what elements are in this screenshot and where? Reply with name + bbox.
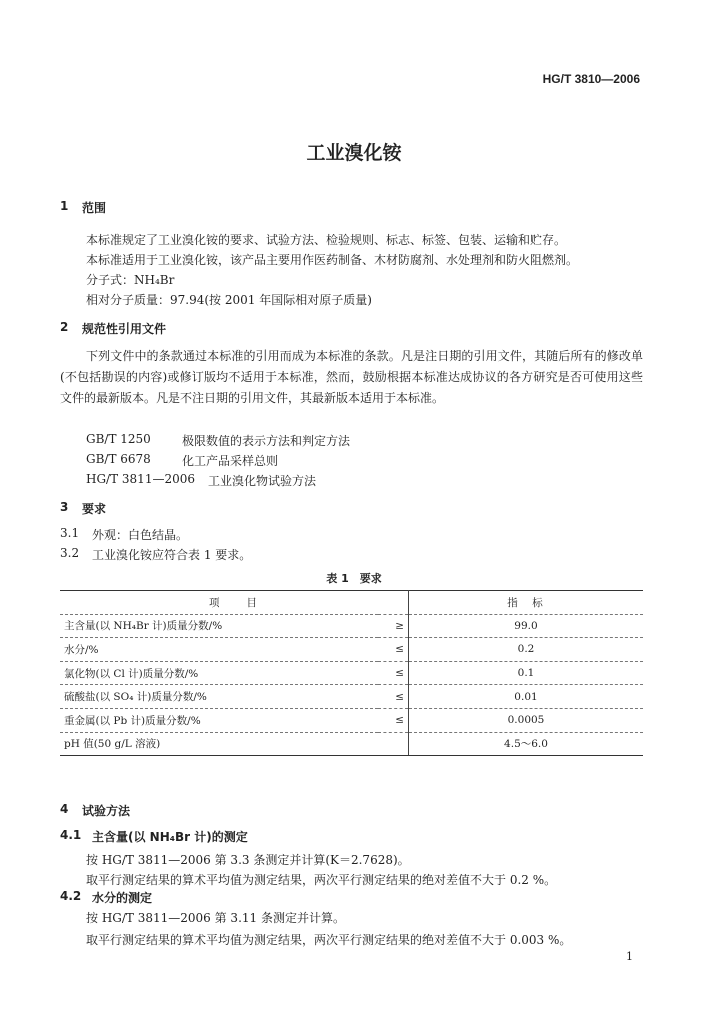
section-3-heading: 要求 (82, 502, 107, 516)
ref-2-name: 化工产品采样总则 (182, 454, 279, 468)
section-1-line-3: 分子式：NH₄Br (86, 273, 175, 287)
column-header-index: 指 标 (409, 591, 644, 615)
ref-1-name: 极限数值的表示方法和判定方法 (182, 434, 351, 448)
row-item: 重金属(以 Pb 计)质量分数/% (60, 708, 378, 732)
table-row (60, 685, 643, 709)
row-value: 0.01 (409, 685, 644, 709)
row-item: 硫酸盐(以 SO₄ 计)质量分数/% (60, 685, 378, 709)
row-item: pH 值(50 g/L 溶液) (60, 732, 378, 756)
section-1-number: 1 (60, 199, 69, 213)
subsection-4-1-line-2: 取平行测定结果的算术平均值为测定结果，两次平行测定结果的绝对差值不大于 0.2 %。 (86, 873, 557, 887)
ref-3-name: 工业溴化物试验方法 (208, 474, 317, 488)
row-operator: ≥ (378, 614, 409, 638)
item-3-2-number: 3.2 (60, 546, 80, 560)
row-value: 99.0 (409, 614, 644, 638)
section-3-number: 3 (60, 500, 69, 514)
section-4-heading: 试验方法 (82, 804, 131, 818)
row-value: 0.1 (409, 661, 644, 685)
subsection-4-2-line-1: 按 HG/T 3811—2006 第 3.11 条测定并计算。 (86, 911, 345, 925)
row-item: 主含量(以 NH₄Br 计)质量分数/% (60, 614, 378, 638)
section-2-heading: 规范性引用文件 (82, 322, 167, 336)
table-row (60, 638, 643, 662)
item-3-1-text: 外观：白色结晶。 (92, 528, 189, 542)
row-operator (378, 732, 409, 756)
row-item: 水分/% (60, 638, 378, 662)
table-row (60, 708, 643, 732)
section-1-line-2: 本标准适用于工业溴化铵，该产品主要用作医药制备、木材防腐剂、水处理剂和防火阻燃剂。 (86, 253, 579, 267)
row-value: 0.2 (409, 638, 644, 662)
section-1-line-1: 本标准规定了工业溴化铵的要求、试验方法、检验规则、标志、标签、包装、运输和贮存。 (86, 233, 567, 247)
document-title: 工业溴化铵 (306, 142, 402, 164)
standard-number: HG/T 3810—2006 (542, 72, 640, 86)
table-caption: 表 1 要求 (326, 572, 382, 585)
section-2-number: 2 (60, 320, 69, 334)
subsection-4-2-number: 4.2 (60, 889, 82, 903)
column-header-item: 项 目 (60, 591, 409, 615)
item-3-1-number: 3.1 (60, 526, 80, 540)
table-row (60, 614, 643, 638)
table-row (60, 661, 643, 685)
subsection-4-1-heading: 主含量(以 NH₄Br 计)的测定 (92, 830, 248, 844)
row-value: 4.5～6.0 (409, 732, 644, 756)
item-3-2-text: 工业溴化铵应符合表 1 要求。 (92, 548, 252, 562)
subsection-4-2-heading: 水分的测定 (92, 891, 153, 905)
requirements-table (60, 590, 643, 756)
subsection-4-1-number: 4.1 (60, 828, 82, 842)
table-header-row (60, 591, 643, 615)
ref-2-code: GB/T 6678 (86, 452, 151, 466)
ref-3-code: HG/T 3811—2006 (86, 472, 195, 486)
page-number: 1 (626, 950, 633, 963)
row-value: 0.0005 (409, 708, 644, 732)
section-1-heading: 范围 (82, 201, 107, 215)
ref-1-code: GB/T 1250 (86, 432, 151, 446)
row-operator: ≤ (378, 661, 409, 685)
row-operator: ≤ (378, 638, 409, 662)
section-1-line-4: 相对分子质量：97.94(按 2001 年国际相对原子质量) (86, 293, 372, 307)
subsection-4-1-line-1: 按 HG/T 3811—2006 第 3.3 条测定并计算(K＝2.7628)。 (86, 853, 410, 867)
row-operator: ≤ (378, 708, 409, 732)
subsection-4-2-line-2: 取平行测定结果的算术平均值为测定结果，两次平行测定结果的绝对差值不大于 0.003 %。 (86, 933, 572, 947)
table-row (60, 732, 643, 756)
section-4-number: 4 (60, 802, 69, 816)
row-item: 氯化物(以 Cl 计)质量分数/% (60, 661, 378, 685)
section-2-paragraph: 下列文件中的条款通过本标准的引用而成为本标准的条款。凡是注日期的引用文件，其随后所有的修改单(不包括勘误的内容)或修订版均不适用于本标准，然而，鼓励根据本标准达成协议的各方研究是否可使用这些文件的最新版本。凡是不注日期的引用文件，其最新版本适用于本标准。 (60, 349, 643, 405)
row-operator: ≤ (378, 685, 409, 709)
